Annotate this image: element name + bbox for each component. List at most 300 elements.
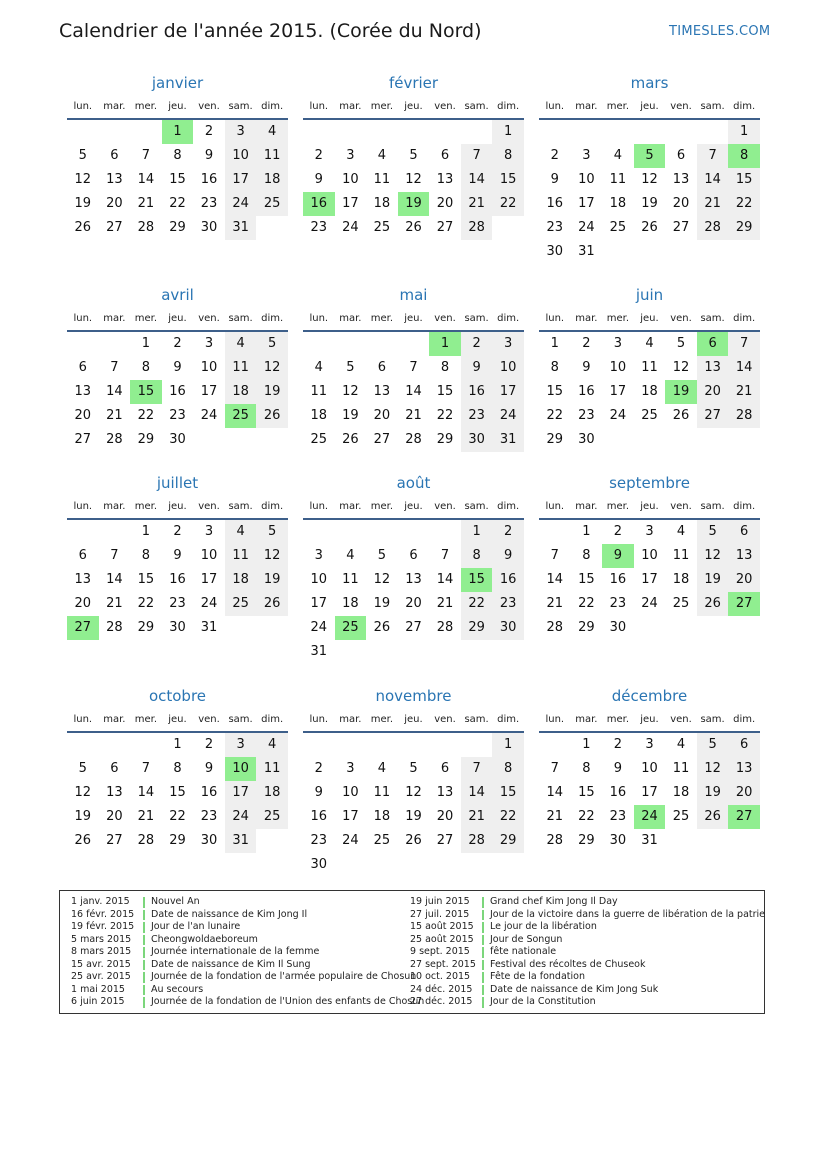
month-name: septembre (609, 474, 690, 492)
week-row (303, 404, 524, 428)
holiday-day-cell: 15 (461, 568, 493, 592)
day-cell: 18 (672, 785, 690, 800)
day-cell: 18 (641, 384, 658, 399)
empty-cell (634, 428, 666, 452)
weekday-label: mer. (134, 101, 158, 112)
day-cell: 28 (137, 833, 155, 848)
holiday-date: 16 févr. 2015 (71, 908, 135, 920)
weekday-label: mar. (575, 714, 598, 725)
holiday-date: 6 juin 2015 (71, 996, 125, 1007)
month-9 (539, 472, 760, 640)
day-cell: 6 (110, 148, 119, 163)
day-cell: 12 (641, 172, 658, 187)
day-cell: 11 (225, 544, 257, 568)
empty-cell (728, 428, 760, 452)
day-cell: 5 (346, 360, 355, 375)
day-cell: 25 (373, 833, 391, 848)
day-cell: 25 (225, 592, 257, 616)
weekday-label: lun. (309, 714, 329, 725)
empty-cell (335, 332, 367, 356)
day-cell: 15 (436, 384, 454, 399)
day-cell: 17 (200, 572, 218, 587)
weekday-header (539, 496, 760, 520)
day-cell: 23 (169, 408, 186, 423)
day-cell: 12 (672, 360, 690, 375)
holiday-date: 8 mars 2015 (71, 946, 132, 957)
day-cell: 25 (310, 432, 328, 447)
week-row (303, 781, 524, 805)
empty-cell (225, 616, 257, 640)
empty-cell (366, 332, 398, 356)
day-cell: 14 (728, 356, 760, 380)
day-cell: 23 (169, 596, 186, 611)
week-row (303, 640, 524, 664)
brand-link[interactable]: TIMESLES.COM (669, 24, 771, 39)
day-cell: 13 (436, 785, 454, 800)
day-cell: 16 (169, 572, 186, 587)
empty-cell (429, 640, 461, 664)
week-row (303, 332, 524, 356)
weekday-label: lun. (73, 101, 93, 112)
empty-cell (602, 240, 634, 264)
day-cell: 28 (106, 432, 123, 447)
empty-cell (728, 616, 760, 640)
weekday-label: lun. (545, 313, 565, 324)
weekday-label: sam. (464, 714, 489, 725)
empty-cell (539, 520, 571, 544)
day-cell: 10 (225, 144, 257, 168)
holiday-marker (482, 910, 484, 921)
empty-cell (303, 120, 335, 144)
holiday-date: 5 mars 2015 (71, 933, 132, 945)
day-cell: 11 (609, 172, 627, 187)
weekday-label: ven. (198, 501, 220, 512)
holiday-entry (71, 934, 416, 947)
holiday-day-cell: 25 (225, 404, 257, 428)
day-cell: 20 (436, 196, 454, 211)
week-row (303, 853, 524, 877)
empty-cell (398, 853, 430, 877)
holiday-marker (482, 922, 484, 933)
day-cell: 7 (440, 548, 450, 563)
weekday-label: lun. (73, 313, 93, 324)
day-cell: 2 (613, 524, 623, 539)
holiday-marker (143, 972, 145, 983)
weekday-header (539, 709, 760, 733)
holiday-date: 19 févr. 2015 (71, 921, 135, 932)
day-cell: 9 (550, 172, 559, 187)
weekday-header (67, 308, 288, 332)
empty-cell (665, 829, 697, 853)
week-row (303, 144, 524, 168)
day-cell: 24 (641, 596, 658, 611)
day-cell: 25 (672, 809, 690, 824)
day-cell: 1 (173, 737, 182, 752)
day-cell: 11 (225, 356, 257, 380)
holiday-marker (143, 997, 145, 1008)
day-cell: 22 (137, 596, 155, 611)
day-cell: 10 (200, 360, 218, 375)
month-name: mars (630, 74, 669, 92)
empty-cell (602, 428, 634, 452)
weekday-header (67, 709, 288, 733)
day-cell: 27 (672, 220, 690, 235)
day-cell: 3 (314, 548, 323, 563)
day-cell: 4 (377, 148, 387, 163)
holiday-name: Date de naissance de Kim Jong Il (151, 908, 308, 920)
day-cell: 24 (342, 220, 359, 235)
day-cell: 8 (440, 360, 450, 375)
day-cell: 7 (110, 548, 119, 563)
day-cell: 19 (373, 596, 391, 611)
day-cell: 12 (697, 757, 729, 781)
empty-cell (665, 240, 697, 264)
day-cell: 10 (609, 360, 627, 375)
holiday-name: Jour de la victoire dans la guerre de libération de la patrie (490, 908, 766, 920)
day-cell: 2 (550, 148, 559, 163)
week-row (67, 144, 288, 168)
day-cell: 28 (137, 220, 155, 235)
month-name: juin (635, 286, 664, 304)
month-name: avril (161, 286, 194, 304)
empty-cell (429, 733, 461, 757)
week-row (67, 829, 288, 853)
day-cell: 27 (373, 432, 391, 447)
day-cell: 7 (461, 144, 493, 168)
day-cell: 28 (546, 620, 564, 635)
holiday-entry (410, 946, 755, 959)
holiday-day-cell: 15 (130, 380, 162, 404)
weekday-header (303, 496, 524, 520)
week-row (539, 781, 760, 805)
empty-cell (665, 428, 697, 452)
day-cell: 14 (461, 781, 493, 805)
day-cell: 17 (641, 785, 658, 800)
weekday-label: ven. (670, 714, 692, 725)
weekday-label: mar. (339, 101, 362, 112)
empty-cell (728, 829, 760, 853)
weekday-label: ven. (434, 101, 456, 112)
holiday-day-cell: 27 (728, 805, 760, 829)
day-cell: 16 (310, 809, 328, 824)
day-cell: 23 (546, 220, 564, 235)
day-cell: 10 (342, 785, 359, 800)
weekday-label: sam. (228, 501, 253, 512)
holiday-day-cell: 1 (429, 332, 461, 356)
holiday-day-cell: 27 (728, 592, 760, 616)
day-cell: 19 (697, 781, 729, 805)
day-cell: 12 (256, 544, 288, 568)
day-cell: 24 (492, 404, 524, 428)
day-cell: 27 (106, 833, 123, 848)
day-cell: 21 (461, 192, 493, 216)
weekday-label: jeu. (404, 313, 423, 324)
day-cell: 26 (74, 220, 92, 235)
day-cell: 22 (169, 809, 186, 824)
weekday-label: dim. (733, 501, 756, 512)
day-cell: 22 (461, 592, 493, 616)
day-cell: 2 (582, 336, 591, 351)
empty-cell (429, 853, 461, 877)
month-name: août (396, 474, 431, 492)
day-cell: 17 (310, 596, 328, 611)
day-cell: 2 (204, 124, 214, 139)
day-cell: 23 (492, 592, 524, 616)
empty-cell (539, 733, 571, 757)
day-cell: 31 (492, 428, 524, 452)
day-cell: 14 (137, 785, 155, 800)
weekday-label: ven. (670, 501, 692, 512)
day-cell: 16 (609, 785, 627, 800)
day-cell: 22 (492, 192, 524, 216)
holiday-date: 10 oct. 2015 (410, 971, 471, 982)
day-cell: 16 (461, 380, 493, 404)
week-row (539, 829, 760, 853)
day-cell: 31 (225, 829, 257, 853)
week-row (67, 120, 288, 144)
holiday-day-cell: 19 (398, 192, 430, 216)
empty-cell (99, 733, 131, 757)
holiday-entry (71, 921, 416, 934)
month-10 (67, 685, 288, 853)
day-cell: 1 (582, 737, 591, 752)
day-cell: 31 (200, 620, 218, 635)
day-cell: 29 (728, 216, 760, 240)
empty-cell (697, 829, 729, 853)
day-cell: 26 (697, 805, 729, 829)
day-cell: 14 (546, 572, 564, 587)
week-row (539, 120, 760, 144)
empty-cell (67, 120, 99, 144)
empty-cell (492, 853, 524, 877)
weekday-label: jeu. (640, 501, 659, 512)
day-cell: 13 (728, 544, 760, 568)
day-cell: 12 (405, 785, 422, 800)
month-name: décembre (611, 687, 688, 705)
day-cell: 21 (106, 596, 123, 611)
day-cell: 9 (314, 785, 323, 800)
day-cell: 10 (200, 548, 218, 563)
day-cell: 16 (169, 384, 186, 399)
weekday-label: ven. (670, 313, 692, 324)
day-cell: 20 (74, 408, 92, 423)
month-8 (303, 472, 524, 664)
holiday-name: Festival des récoltes de Chuseok (490, 958, 646, 970)
week-row (539, 192, 760, 216)
day-cell: 12 (405, 172, 422, 187)
day-cell: 25 (672, 596, 690, 611)
day-cell: 17 (578, 196, 595, 211)
holiday-date: 27 juil. 2015 (410, 908, 470, 920)
holiday-name: Date de naissance de Kim Jong Suk (490, 983, 659, 995)
day-cell: 23 (200, 196, 218, 211)
weekday-label: mar. (103, 714, 126, 725)
day-cell: 19 (74, 809, 92, 824)
day-cell: 12 (342, 384, 359, 399)
week-row (539, 757, 760, 781)
month-5 (303, 284, 524, 452)
day-cell: 5 (78, 761, 87, 776)
holiday-marker (143, 960, 145, 971)
week-row (539, 144, 760, 168)
day-cell: 6 (440, 148, 450, 163)
weekday-label: ven. (434, 501, 456, 512)
day-cell: 18 (373, 809, 391, 824)
weekday-label: mar. (103, 101, 126, 112)
day-cell: 28 (106, 620, 123, 635)
holiday-entry (71, 996, 425, 1009)
weekday-label: dim. (261, 101, 284, 112)
day-cell: 3 (346, 761, 355, 776)
holiday-name: Date de naissance de Kim Il Sung (151, 958, 311, 970)
holiday-marker (482, 985, 484, 996)
day-cell: 6 (110, 761, 119, 776)
day-cell: 30 (169, 620, 186, 635)
day-cell: 17 (492, 380, 524, 404)
holiday-day-cell: 16 (303, 192, 335, 216)
day-cell: 5 (409, 761, 418, 776)
day-cell: 5 (78, 148, 87, 163)
weekday-label: lun. (73, 501, 93, 512)
holiday-date: 9 sept. 2015 (410, 946, 470, 957)
day-cell: 12 (74, 172, 92, 187)
day-cell: 24 (310, 620, 328, 635)
day-cell: 29 (461, 616, 493, 640)
weekday-label: mar. (339, 501, 362, 512)
day-cell: 28 (461, 829, 493, 853)
day-cell: 5 (697, 733, 729, 757)
day-cell: 21 (137, 196, 155, 211)
day-cell: 30 (578, 432, 595, 447)
day-cell: 21 (461, 805, 493, 829)
day-cell: 21 (546, 596, 564, 611)
month-1 (67, 72, 288, 240)
day-cell: 13 (436, 172, 454, 187)
weekday-label: sam. (700, 313, 725, 324)
month-11 (303, 685, 524, 877)
weekday-header (539, 96, 760, 120)
day-cell: 2 (204, 737, 214, 752)
empty-cell (398, 120, 430, 144)
empty-cell (99, 120, 131, 144)
week-row (539, 733, 760, 757)
week-row (539, 404, 760, 428)
day-cell: 20 (405, 596, 422, 611)
week-row (303, 520, 524, 544)
day-cell: 13 (672, 172, 690, 187)
day-cell: 19 (74, 196, 92, 211)
day-cell: 8 (492, 144, 524, 168)
holiday-entry (410, 996, 755, 1009)
day-cell: 28 (461, 216, 493, 240)
day-cell: 23 (310, 220, 328, 235)
day-cell: 2 (173, 336, 182, 351)
day-cell: 23 (578, 408, 595, 423)
day-cell: 27 (436, 833, 454, 848)
holiday-day-cell: 25 (335, 616, 367, 640)
day-cell: 21 (728, 380, 760, 404)
empty-cell (398, 640, 430, 664)
day-cell: 8 (173, 148, 182, 163)
day-cell: 29 (137, 620, 155, 635)
day-cell: 27 (106, 220, 123, 235)
day-cell: 2 (613, 737, 623, 752)
day-cell: 16 (492, 568, 524, 592)
holiday-marker (143, 922, 145, 933)
holiday-marker (482, 972, 484, 983)
weekday-label: dim. (733, 101, 756, 112)
day-cell: 18 (256, 781, 288, 805)
day-cell: 15 (728, 168, 760, 192)
day-cell: 17 (342, 809, 359, 824)
empty-cell (335, 853, 367, 877)
day-cell: 10 (492, 356, 524, 380)
day-cell: 3 (645, 524, 654, 539)
day-cell: 4 (613, 148, 623, 163)
day-cell: 13 (728, 757, 760, 781)
holiday-entry (410, 984, 755, 997)
day-cell: 4 (225, 332, 257, 356)
month-name: juillet (156, 474, 199, 492)
day-cell: 30 (169, 432, 186, 447)
day-cell: 15 (169, 785, 186, 800)
empty-cell (634, 616, 666, 640)
day-cell: 18 (373, 196, 391, 211)
day-cell: 5 (676, 336, 686, 351)
holiday-entry (410, 921, 755, 934)
holiday-marker (482, 897, 484, 908)
empty-cell (697, 428, 729, 452)
day-cell: 13 (697, 356, 729, 380)
weekday-label: mer. (134, 501, 158, 512)
empty-cell (193, 428, 225, 452)
day-cell: 18 (609, 196, 627, 211)
day-cell: 13 (74, 572, 92, 587)
holiday-marker (143, 947, 145, 958)
weekday-label: mer. (370, 101, 394, 112)
day-cell: 26 (256, 404, 288, 428)
week-row (303, 216, 524, 240)
day-cell: 11 (672, 548, 690, 563)
day-cell: 21 (697, 192, 729, 216)
weekday-label: lun. (309, 501, 329, 512)
day-cell: 1 (461, 520, 493, 544)
weekday-label: sam. (464, 501, 489, 512)
month-12 (539, 685, 760, 853)
day-cell: 26 (342, 432, 359, 447)
day-cell: 2 (173, 524, 182, 539)
week-row (67, 520, 288, 544)
week-row (303, 829, 524, 853)
weekday-label: dim. (261, 313, 284, 324)
week-row (67, 805, 288, 829)
empty-cell (99, 332, 131, 356)
weekday-label: jeu. (168, 501, 187, 512)
day-cell: 27 (697, 404, 729, 428)
day-cell: 29 (546, 432, 564, 447)
empty-cell (225, 428, 257, 452)
empty-cell (366, 520, 398, 544)
day-cell: 7 (110, 360, 119, 375)
weekday-label: jeu. (168, 714, 187, 725)
day-cell: 2 (314, 148, 323, 163)
day-cell: 3 (204, 524, 214, 539)
holiday-day-cell: 8 (728, 144, 760, 168)
weekday-header (303, 709, 524, 733)
week-row (67, 168, 288, 192)
week-row (539, 592, 760, 616)
day-cell: 25 (609, 220, 627, 235)
